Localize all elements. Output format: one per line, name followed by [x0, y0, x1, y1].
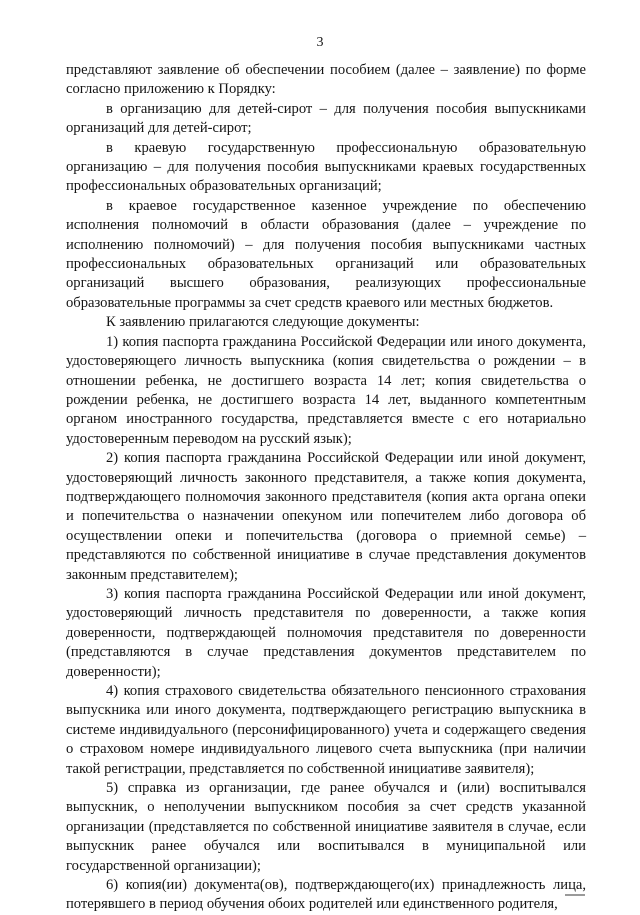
page-number: 3 [316, 35, 324, 50]
list-item-4: 4) копия страхового свидетельства обязательного пенсионного страхования выпускника или иного документа, подтверждающего регистрацию выпускника в системе индивидуального (персонифицированного) учета и содержащего сведения о страховом номере индивидуального лицевого счета выпускника (при наличии такой регистрации, представляется по собственной инициативе заявителя); [66, 683, 586, 777]
document-body [66, 61, 586, 915]
list-item-2: 2) копия паспорта гражданина Российской Федерации или иной документ, удостоверяющий личность законного представителя, а также копия документа, подтверждающего полномочия законного представителя (копия акта органа опеки и попечительства о назначении опекуном или попечителем либо договора об осуществлении опеки и попечительства (договора о приемной семье) – представляются по собственной инициативе в случае представления документов законным представителем); [66, 450, 586, 583]
paragraph-attachments-intro: К заявлению прилагаются следующие документы: [106, 314, 420, 331]
list-item-5: 5) справка из организации, где ранее обучался и (или) воспитывался выпускник, о неполучении выпускником пособия за счет средств указанной организации (представляется по собственной инициативе заявителя в случае, если выпускник ранее обучался или воспитывался в муниципальной или государственной организации); [66, 780, 586, 874]
paragraph-continuation: представляют заявление об обеспечении пособием (далее – заявление) по форме согласно приложению к Порядку: [66, 62, 586, 98]
scan-footer-mark [565, 894, 585, 896]
list-item-3: 3) копия паспорта гражданина Российской Федерации или иной документ, удостоверяющий личность представителя по доверенности, а также копия доверенности, подтверждающей полномочия представителя по доверенности (представляются в случае представления документов представителем по доверенности); [66, 585, 586, 680]
list-item-6: 6) копия(ии) документа(ов), подтверждающего(их) принадлежность лица, потерявшего в период обучения обоих родителей или единственного родителя, [66, 877, 586, 913]
paragraph-regional-institution: в краевое государственное казенное учреждение по обеспечению исполнения полномочий в области образования (далее – учреждение по исполнению полномочий) – для получения пособия выпускниками частных профессиональных образовательных организаций или образовательных организаций высшего образования, реализующих профессиональные образовательные программы за счет средств краевого или местных бюджетов. [66, 197, 586, 311]
list-item-1: 1) копия паспорта гражданина Российской Федерации или иного документа, удостоверяющего личность выпускника (копия свидетельства о рождении – в отношении ребенка, не достигшего возраста 14 лет; копия свидетельства о рождении ребенка, не достигшего возраста 14 лет, выданного компетентным органом иностранного государства, представляется вместе с его нотариально удостоверенным переводом на русский язык); [66, 333, 586, 447]
paragraph-orphan-organization: в организацию для детей-сирот – для получения пособия выпускниками организаций для детей-сирот; [66, 100, 586, 137]
paragraph-regional-organization: в краевую государственную профессиональную образовательную организацию – для получения пособия выпускниками краевых государственных профессиональных образовательных организаций; [66, 139, 586, 195]
